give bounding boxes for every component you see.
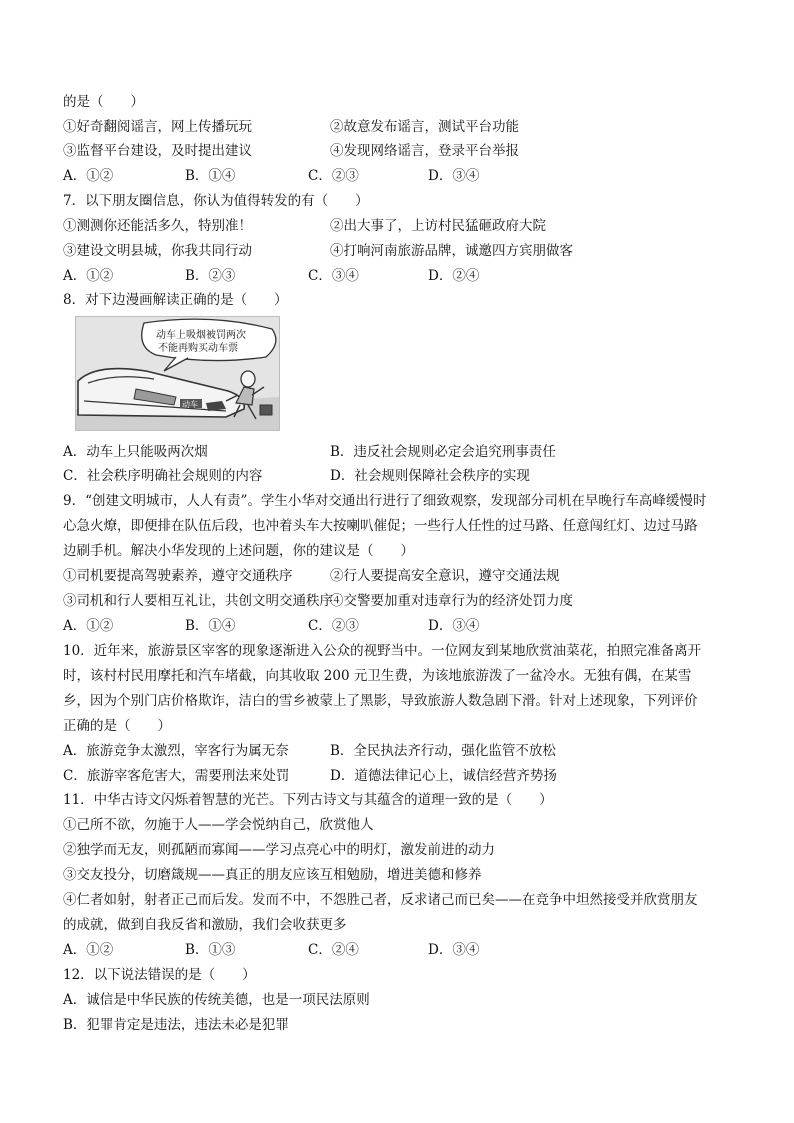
text-line: ④仁者如射，射者正己而后发。发而不中，不怨胜己者，反求诸己而已矣——在竞争中坦然接受并欣赏朋友 xyxy=(63,892,698,908)
choice-right: ②行人要提高安全意识，遵守交通法规 xyxy=(330,568,560,584)
text-line: 11．中华古诗文闪烁着智慧的光芒。下列古诗文与其蕴含的道理一致的是（ ） xyxy=(63,792,553,808)
choice-left: ①测测你还能活多久，特别准！ xyxy=(63,218,252,234)
answer-option: B．①④ xyxy=(185,168,236,184)
train-label: 动车 xyxy=(182,400,198,409)
text-line: 12．以下说法错误的是（ ） xyxy=(63,967,256,983)
answer-option: C．②④ xyxy=(308,942,359,958)
choice-right: D．道德法律记心上，诚信经营齐势扬 xyxy=(330,768,557,784)
choice-right: ②故意发布谣言，测试平台功能 xyxy=(330,119,519,135)
text-line: 心急火燎，即便排在队伍后段，也冲着头车大按喇叭催促；一些行人任性的过马路、任意闯红灯、边过马路 xyxy=(63,518,698,534)
text-line: 7．以下朋友圈信息，你认为值得转发的有（ ） xyxy=(63,193,369,209)
text-line: 的成就，做到自我反省和激励，我们会收获更多 xyxy=(63,917,347,933)
text-line: 边刷手机。解决小华发现的上述问题，你的建议是（ ） xyxy=(63,543,414,559)
answer-option: B．②③ xyxy=(185,268,236,284)
text-line: 正确的是（ ） xyxy=(63,718,171,734)
choice-left: A．旅游竞争太激烈，宰客行为属无奈 xyxy=(63,743,289,759)
text-line: 9．“创建文明城市，人人有责”。学生小华对交通出行进行了细致观察，发现部分司机在早晚行车高峰缓慢时 xyxy=(63,493,707,509)
choice-right: B．违反社会规则必定会追究刑事责任 xyxy=(330,444,556,460)
choice-right: ④交警要加重对违章行为的经济处罚力度 xyxy=(330,593,573,609)
text-line: B．犯罪肯定是违法，违法未必是犯罪 xyxy=(63,1017,289,1033)
text-line: 乡，因为个别门店价格欺诈，洁白的雪乡被蒙上了黑影，导致旅游人数急剧下滑。针对上述现象，下列评价 xyxy=(63,693,698,709)
answer-option: C．②③ xyxy=(308,618,359,634)
choice-right: D．社会规则保障社会秩序的实现 xyxy=(330,468,530,484)
answer-option: D．③④ xyxy=(428,168,480,184)
choice-left: C．社会秩序明确社会规则的内容 xyxy=(63,468,263,484)
answer-option: B．①④ xyxy=(185,618,236,634)
answer-option: D．②④ xyxy=(428,268,480,284)
choice-left: ③监督平台建设，及时提出建议 xyxy=(63,143,252,159)
text-line: 时，该村村民用摩托和汽车堵截，向其收取 200 元卫生费，为该地旅游泼了一盆冷水。无独有偶，在某雪 xyxy=(63,668,692,684)
text-line: ③交友投分，切磨箴规——真正的朋友应该互相勉励，增进美德和修养 xyxy=(63,867,482,883)
choice-left: ①好奇翻阅谣言，网上传播玩玩 xyxy=(63,119,252,135)
cartoon-image xyxy=(75,316,280,431)
cartoon-speech-line-1: 动车上吸烟被罚两次 xyxy=(156,330,246,341)
answer-option: A．①② xyxy=(63,268,114,284)
text-line: 的是（ ） xyxy=(63,94,144,110)
choice-left: ③司机和行人要相互礼让，共创文明交通秩序 xyxy=(63,593,333,609)
choice-left: A．动车上只能吸两次烟 xyxy=(63,444,208,460)
answer-option: A．①② xyxy=(63,168,114,184)
answer-option: C．②③ xyxy=(308,168,359,184)
text-line: 8．对下边漫画解读正确的是（ ） xyxy=(63,292,288,308)
cartoon-drawing xyxy=(76,317,279,430)
cartoon-speech-line-2: 不能再购买动车票 xyxy=(158,343,238,354)
text-line: 10．近年来，旅游景区宰客的现象逐渐进入公众的视野当中。一位网友到某地欣赏油菜花，拍照完准备离开 xyxy=(63,643,702,659)
answer-option: B．①③ xyxy=(185,942,236,958)
choice-right: B．全民执法齐行动，强化监管不放松 xyxy=(330,743,556,759)
text-line: ①己所不欲，勿施于人——学会悦纳自己，欣赏他人 xyxy=(63,817,374,833)
choice-left: ③建设文明县城，你我共同行动 xyxy=(63,243,252,259)
choice-right: ②出大事了，上访村民猛砸政府大院 xyxy=(330,218,546,234)
text-line: ②独学而无友，则孤陋而寡闻——学习点亮心中的明灯，激发前进的动力 xyxy=(63,842,495,858)
answer-option: A．①② xyxy=(63,942,114,958)
answer-option: D．③④ xyxy=(428,618,480,634)
choice-left: ①司机要提高驾驶素养，遵守交通秩序 xyxy=(63,568,293,584)
choice-right: ④打响河南旅游品牌，诚邀四方宾朋做客 xyxy=(330,243,573,259)
answer-option: D．③④ xyxy=(428,942,480,958)
answer-option: C．③④ xyxy=(308,268,359,284)
choice-right: ④发现网络谣言，登录平台举报 xyxy=(330,143,519,159)
choice-left: C．旅游宰客危害大，需要刑法来处罚 xyxy=(63,768,290,784)
answer-option: A．①② xyxy=(63,618,114,634)
text-line: A．诚信是中华民族的传统美德，也是一项民法原则 xyxy=(63,992,370,1008)
